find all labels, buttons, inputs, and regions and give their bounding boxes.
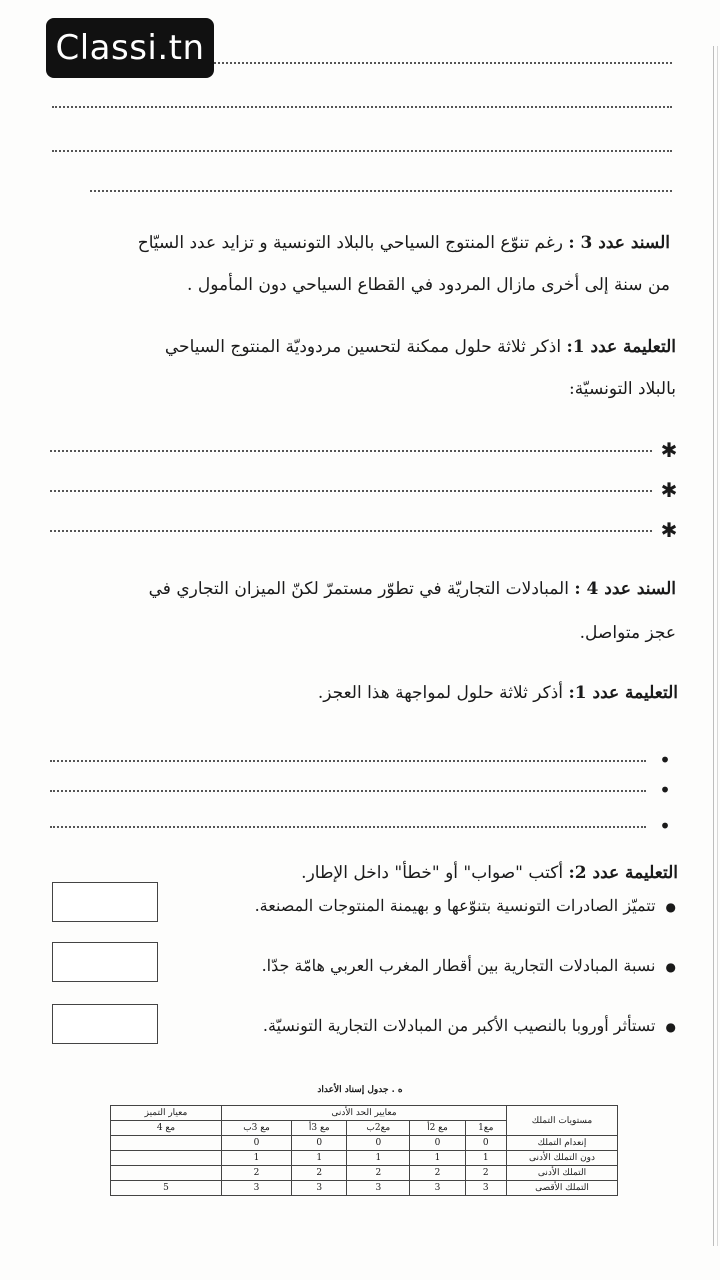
grid-cell: 2 [221, 1166, 291, 1181]
grid-cell: 0 [465, 1136, 507, 1151]
document-3 [40, 228, 670, 300]
grid-subheader: مع 3ب [221, 1121, 291, 1136]
answer-line [50, 758, 646, 762]
document-4-label: السند عدد 4 : [574, 579, 676, 599]
grid-cell: 3 [347, 1181, 410, 1196]
grid-cell: 0 [410, 1136, 465, 1151]
answer-item [50, 778, 676, 802]
statement-text: تستأثر أوروبا بالنصيب الأكبر من المبادلات التجارية التونسيّة. [262, 1016, 656, 1035]
grid-subheader: مع 2أ [410, 1121, 465, 1136]
instruction-1b [48, 678, 678, 708]
grid-cell: 2 [347, 1166, 410, 1181]
bullet-icon: • [659, 748, 671, 772]
grid-cell: 3 [221, 1181, 291, 1196]
grid-subheader: مع1 [465, 1121, 507, 1136]
grid-cell: 1 [465, 1151, 507, 1166]
table-row [111, 1151, 618, 1166]
grid-row-label: دون التملك الأدنى [507, 1151, 618, 1166]
table-row [111, 1136, 618, 1151]
grid-cell: 1 [347, 1151, 410, 1166]
bullet-icon: • [659, 778, 671, 802]
bullet-icon: • [659, 814, 671, 838]
document-3-text-2: من سنة إلى أخرى مازال المردود في القطاع السياحي دون المأمول . [187, 275, 670, 295]
answer-line [50, 448, 652, 452]
true-false-item [176, 956, 676, 975]
grid-cell: 1 [221, 1151, 291, 1166]
instruction-1a [46, 332, 676, 404]
grid-subheader: مع2ب [347, 1121, 410, 1136]
bullet-icon: ● [665, 960, 676, 974]
grid-cell: 3 [410, 1181, 465, 1196]
grid-cell: 0 [292, 1136, 347, 1151]
instruction-1a-label: التعليمة عدد 1: [566, 337, 676, 357]
true-false-item [156, 1016, 676, 1035]
grid-subheader: مع 4 [111, 1121, 222, 1136]
answer-line [50, 528, 652, 532]
answer-line [50, 788, 646, 792]
grid-cell [111, 1166, 222, 1181]
grid-cell: 5 [111, 1181, 222, 1196]
answer-item [50, 518, 680, 542]
answer-item [50, 438, 680, 462]
answer-box[interactable] [52, 1004, 158, 1044]
star-icon: ✱ [660, 438, 678, 462]
answer-line [52, 104, 672, 108]
instruction-2-label: التعليمة عدد 2: [568, 863, 678, 883]
statement-text: تتميّز الصادرات التونسية بتنوّعها و بهيمنة المنتوجات المصنعة. [254, 896, 656, 915]
star-icon: ✱ [660, 478, 678, 502]
grid-cell: 1 [410, 1151, 465, 1166]
document-4-text-2: عجز متواصل. [579, 623, 676, 643]
grading-grid [110, 1105, 618, 1196]
grid-row-label: التملك الأدنى [507, 1166, 618, 1181]
instruction-2-text: أكتب "صواب" أو "خطأ" داخل الإطار. [301, 863, 564, 883]
grid-subheader: مع 3أ [292, 1121, 347, 1136]
bullet-icon: ● [665, 1020, 676, 1034]
document-4-text: المبادلات التجاريّة في تطوّر مستمرّ لكنّ الميزان التجاري في [148, 579, 569, 599]
instruction-1a-text: اذكر ثلاثة حلول ممكنة لتحسين مردوديّة المنتوج السياحي [164, 337, 562, 357]
star-icon: ✱ [660, 518, 678, 542]
table-row [111, 1166, 618, 1181]
grid-cell: 2 [410, 1166, 465, 1181]
bullet-icon: ● [665, 900, 676, 914]
grid-cell [111, 1151, 222, 1166]
answer-item [50, 478, 680, 502]
table-row [111, 1181, 618, 1196]
grid-cell: 3 [292, 1181, 347, 1196]
answer-line [52, 148, 672, 152]
answer-box[interactable] [52, 882, 158, 922]
site-logo: Classi.tn [46, 18, 214, 78]
grid-cell: 1 [292, 1151, 347, 1166]
answer-line [214, 60, 672, 64]
document-3-text: رغم تنوّع المنتوج السياحي بالبلاد التونسية و تزايد عدد السيّاح [137, 233, 563, 253]
grid-row-label: إنعدام التملك [507, 1136, 618, 1151]
answer-line [50, 824, 646, 828]
grid-cell: 0 [221, 1136, 291, 1151]
instruction-1b-label: التعليمة عدد 1: [568, 683, 678, 703]
grid-cell: 2 [465, 1166, 507, 1181]
grid-header-excellence: معيار التميز [111, 1106, 222, 1121]
grid-cell: 3 [465, 1181, 507, 1196]
answer-line [90, 188, 672, 192]
grid-header-levels: مستويات التملك [507, 1106, 618, 1136]
grid-cell: 0 [347, 1136, 410, 1151]
grid-row-label: التملك الأقصى [507, 1181, 618, 1196]
document-4 [44, 574, 676, 648]
grid-cell [111, 1136, 222, 1151]
instruction-1b-text: أذكر ثلاثة حلول لمواجهة هذا العجز. [317, 683, 564, 703]
instruction-1a-text-2: بالبلاد التونسيّة: [568, 379, 676, 399]
document-3-label: السند عدد 3 : [568, 233, 670, 253]
grid-cell: 2 [292, 1166, 347, 1181]
answer-item [50, 748, 676, 772]
grid-header-min: معايير الحد الأدنى [221, 1106, 506, 1121]
answer-item [50, 814, 676, 838]
grid-title: ه . جدول إسناد الأعداد [317, 1085, 403, 1095]
statement-text: نسبة المبادلات التجارية بين أقطار المغرب العربي هامّة جدّا. [261, 956, 656, 975]
answer-box[interactable] [52, 942, 158, 982]
page-edge [713, 46, 718, 1246]
true-false-item [176, 896, 676, 915]
answer-line [50, 488, 652, 492]
